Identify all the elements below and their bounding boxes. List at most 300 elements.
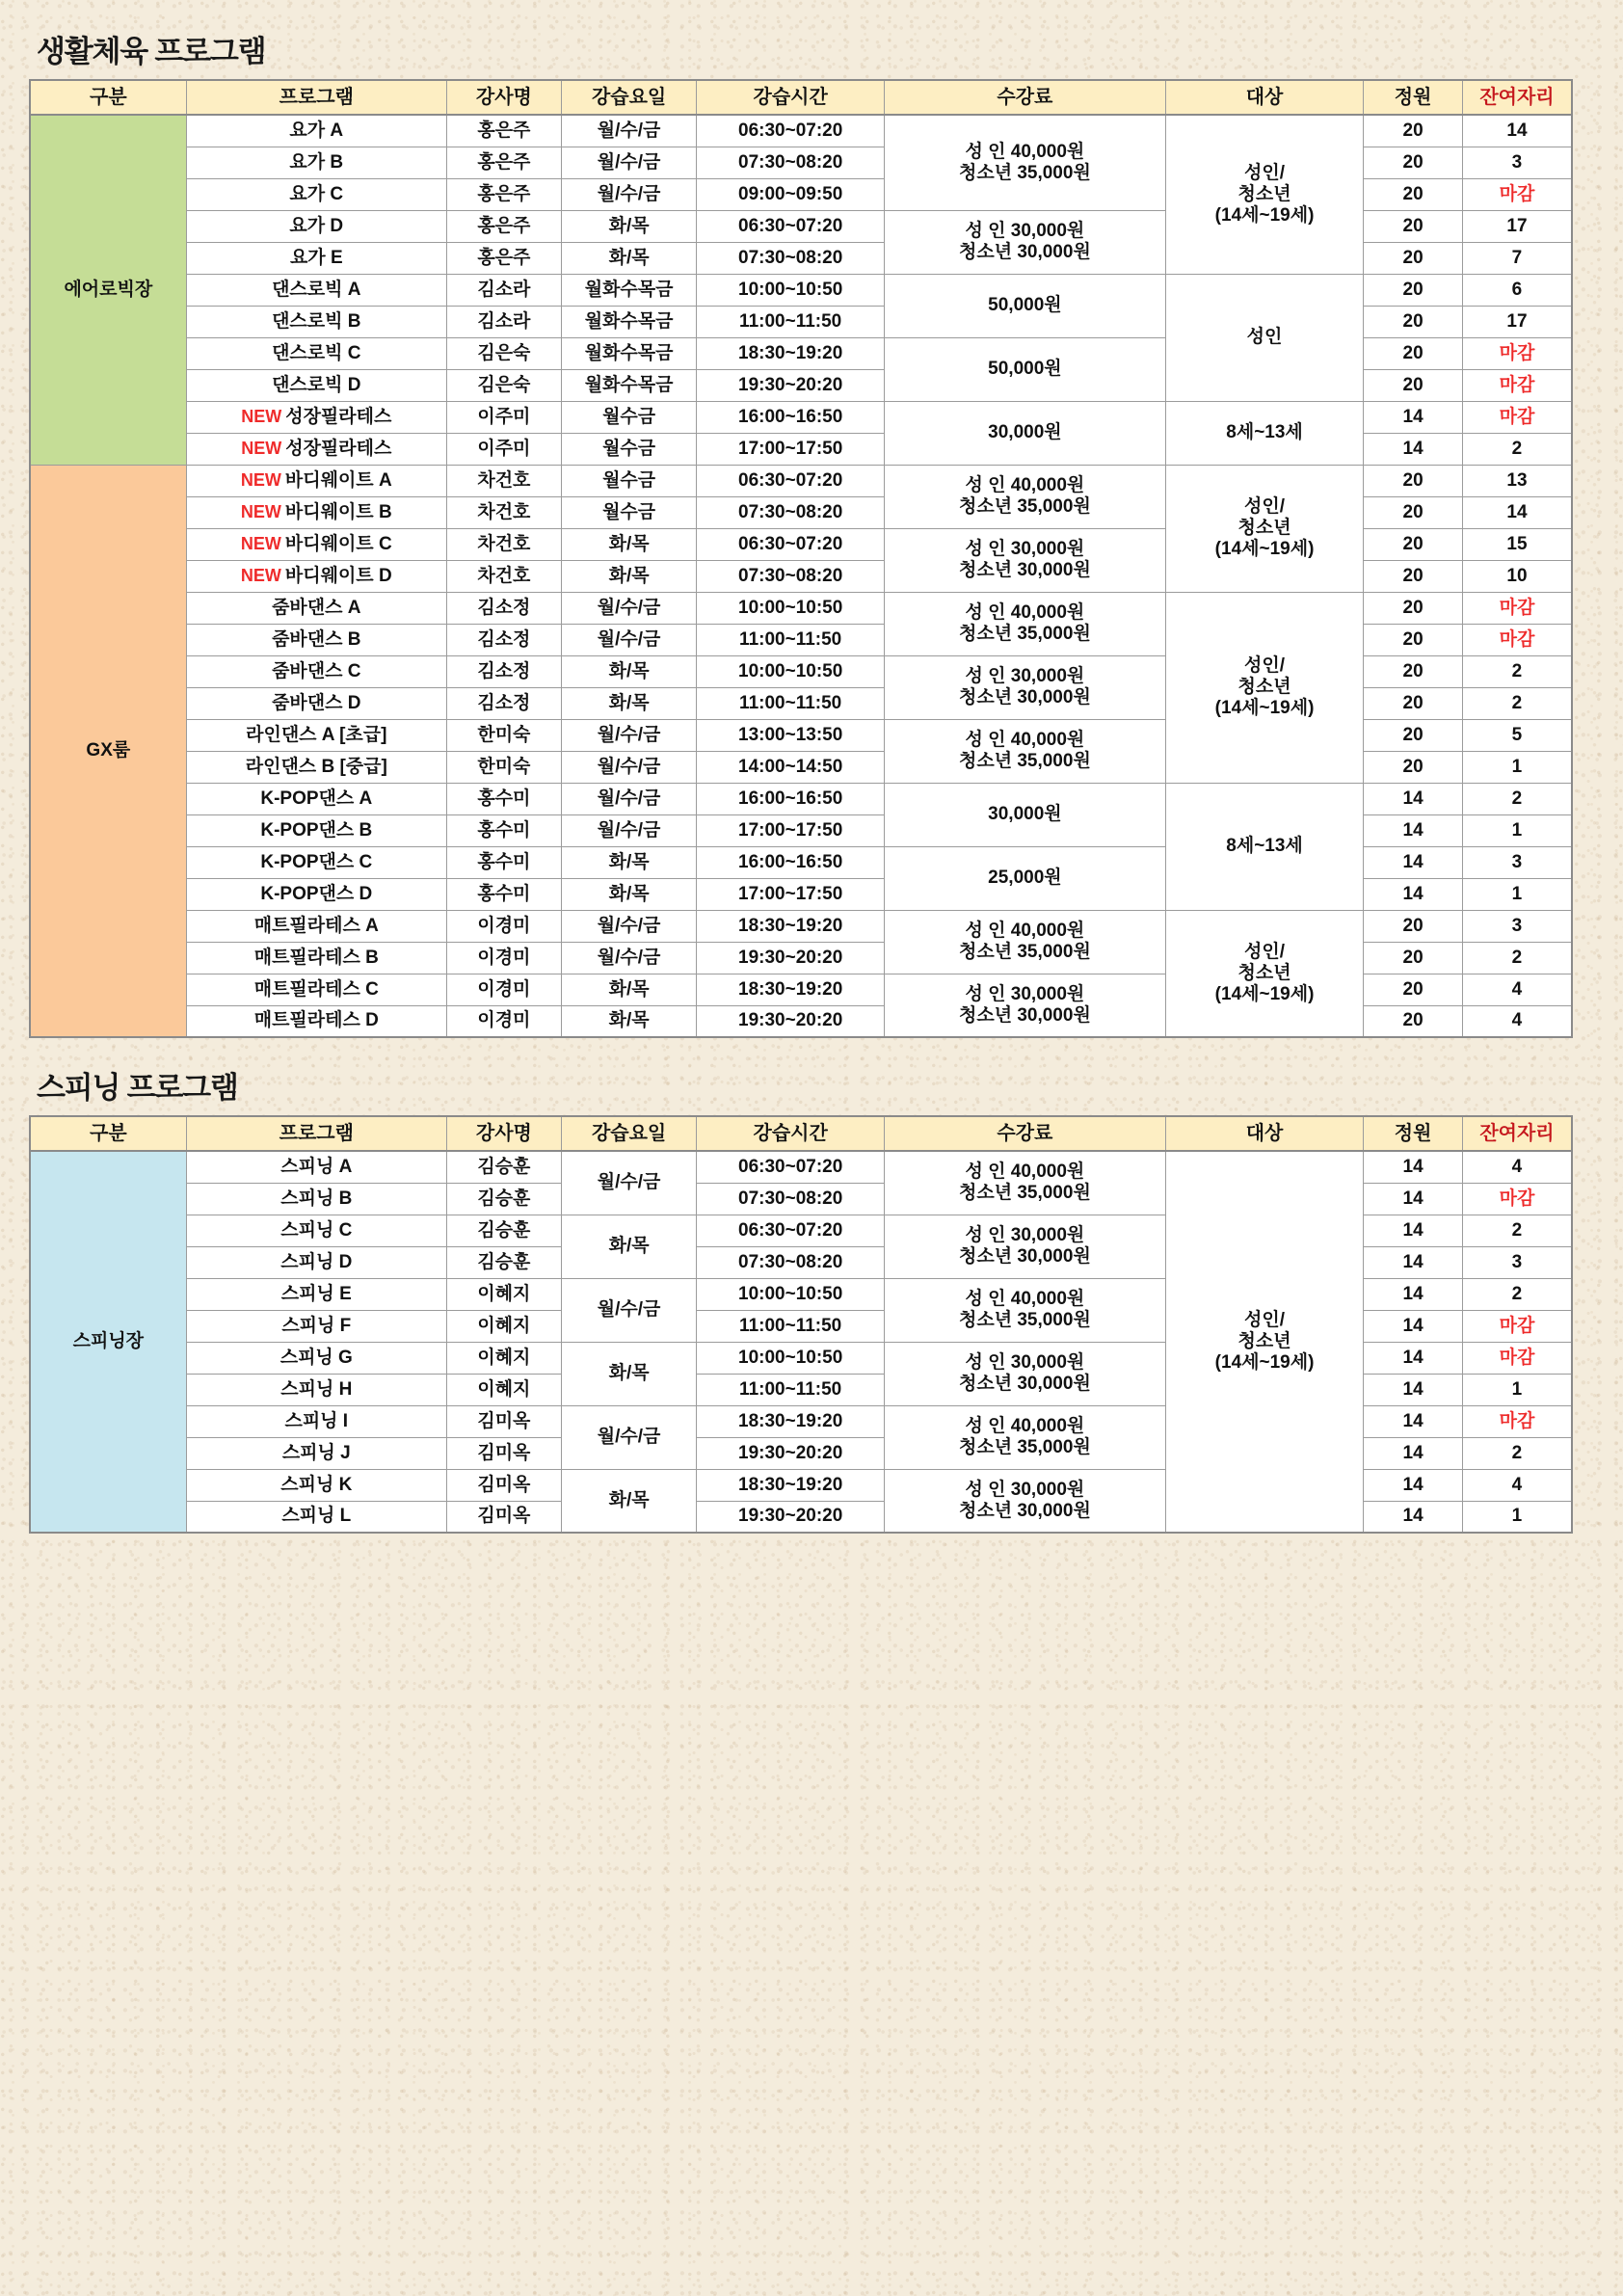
days-cell: 화/목	[561, 242, 697, 274]
program-name-cell: NEW 성장필라테스	[186, 401, 446, 433]
target-audience-cell: 성인/ 청소년 (14세~19세)	[1165, 115, 1363, 274]
program-name-cell: 스피닝 D	[186, 1246, 446, 1278]
days-cell: 월화수목금	[561, 306, 697, 337]
teacher-cell: 김미옥	[446, 1437, 561, 1469]
category-cell: 스피닝장	[30, 1151, 186, 1533]
program-name-cell: 스피닝 A	[186, 1151, 446, 1183]
remaining-cell: 14	[1462, 115, 1572, 147]
capacity-cell: 20	[1364, 624, 1463, 655]
program-name-cell: 라인댄스 B [중급]	[186, 751, 446, 783]
program-name-cell: 스피닝 L	[186, 1501, 446, 1533]
capacity-cell: 14	[1364, 1278, 1463, 1310]
days-cell: 월수금	[561, 496, 697, 528]
fee-cell: 50,000원	[884, 274, 1165, 337]
capacity-cell: 14	[1364, 1215, 1463, 1246]
section-title-life-sports: 생활체육 프로그램	[37, 35, 266, 68]
col-header-remaining: 잔여자리	[1462, 80, 1572, 115]
fee-cell: 성 인 40,000원 청소년 35,000원	[884, 115, 1165, 210]
remaining-cell-full: 마감	[1462, 337, 1572, 369]
capacity-cell: 20	[1364, 687, 1463, 719]
program-name-cell: 줌바댄스 C	[186, 655, 446, 687]
time-cell: 18:30~19:20	[697, 1405, 885, 1437]
time-cell: 10:00~10:50	[697, 1278, 885, 1310]
capacity-cell: 14	[1364, 401, 1463, 433]
capacity-cell: 14	[1364, 878, 1463, 910]
remaining-cell: 4	[1462, 1469, 1572, 1501]
remaining-cell-full: 마감	[1462, 369, 1572, 401]
program-name-cell: 스피닝 G	[186, 1342, 446, 1374]
teacher-cell: 김은숙	[446, 369, 561, 401]
col-header-fee: 수강료	[884, 1116, 1165, 1151]
capacity-cell: 20	[1364, 719, 1463, 751]
fee-cell: 50,000원	[884, 337, 1165, 401]
time-cell: 18:30~19:20	[697, 910, 885, 942]
remaining-cell: 4	[1462, 974, 1572, 1005]
remaining-cell-full: 마감	[1462, 624, 1572, 655]
teacher-cell: 홍은주	[446, 178, 561, 210]
new-badge: NEW	[241, 438, 282, 458]
remaining-cell: 6	[1462, 274, 1572, 306]
fee-cell: 성 인 40,000원 청소년 35,000원	[884, 910, 1165, 974]
category-cell: 에어로빅장	[30, 115, 186, 465]
time-cell: 10:00~10:50	[697, 592, 885, 624]
remaining-cell: 2	[1462, 783, 1572, 814]
days-cell: 화/목	[561, 210, 697, 242]
target-audience-cell: 성인	[1165, 274, 1363, 401]
teacher-cell: 차건호	[446, 528, 561, 560]
teacher-cell: 김승훈	[446, 1215, 561, 1246]
table-row	[30, 115, 1572, 147]
remaining-cell: 2	[1462, 687, 1572, 719]
remaining-cell-full: 마감	[1462, 178, 1572, 210]
teacher-cell: 차건호	[446, 465, 561, 496]
fee-cell: 성 인 30,000원 청소년 30,000원	[884, 1469, 1165, 1533]
teacher-cell: 홍은주	[446, 147, 561, 178]
target-audience-cell: 성인/ 청소년 (14세~19세)	[1165, 465, 1363, 592]
table-row	[30, 910, 1572, 942]
time-cell: 16:00~16:50	[697, 401, 885, 433]
table-row	[30, 401, 1572, 433]
program-name-cell: 댄스로빅 A	[186, 274, 446, 306]
col-header-teacher: 강사명	[446, 80, 561, 115]
time-cell: 07:30~08:20	[697, 560, 885, 592]
time-cell: 17:00~17:50	[697, 814, 885, 846]
remaining-cell: 5	[1462, 719, 1572, 751]
time-cell: 19:30~20:20	[697, 369, 885, 401]
fee-cell: 성 인 40,000원 청소년 35,000원	[884, 465, 1165, 528]
capacity-cell: 20	[1364, 910, 1463, 942]
program-name-cell: 매트필라테스 D	[186, 1005, 446, 1037]
fee-cell: 30,000원	[884, 401, 1165, 465]
capacity-cell: 20	[1364, 465, 1463, 496]
fee-cell: 성 인 40,000원 청소년 35,000원	[884, 1151, 1165, 1215]
teacher-cell: 김소정	[446, 592, 561, 624]
section-title-spinning: 스피닝 프로그램	[37, 1071, 238, 1105]
fee-cell: 성 인 30,000원 청소년 30,000원	[884, 974, 1165, 1037]
program-name-cell: 라인댄스 A [초급]	[186, 719, 446, 751]
col-header-remaining: 잔여자리	[1462, 1116, 1572, 1151]
days-cell: 월/수/금	[561, 1151, 697, 1215]
days-cell: 월/수/금	[561, 624, 697, 655]
capacity-cell: 20	[1364, 655, 1463, 687]
remaining-cell-full: 마감	[1462, 1183, 1572, 1215]
time-cell: 13:00~13:50	[697, 719, 885, 751]
capacity-cell: 20	[1364, 592, 1463, 624]
remaining-cell: 2	[1462, 1215, 1572, 1246]
fee-cell: 성 인 30,000원 청소년 30,000원	[884, 655, 1165, 719]
new-badge: NEW	[240, 533, 281, 553]
capacity-cell: 14	[1364, 1246, 1463, 1278]
time-cell: 11:00~11:50	[697, 306, 885, 337]
program-name-cell: 스피닝 B	[186, 1183, 446, 1215]
col-header-teacher: 강사명	[446, 1116, 561, 1151]
spinning-schedule-table	[29, 1115, 1573, 1534]
col-header-program: 프로그램	[186, 1116, 446, 1151]
teacher-cell: 이혜지	[446, 1374, 561, 1405]
capacity-cell: 20	[1364, 147, 1463, 178]
col-header-target: 대상	[1165, 80, 1363, 115]
time-cell: 07:30~08:20	[697, 147, 885, 178]
remaining-cell: 2	[1462, 1278, 1572, 1310]
capacity-cell: 14	[1364, 1310, 1463, 1342]
remaining-cell: 17	[1462, 210, 1572, 242]
fee-cell: 성 인 40,000원 청소년 35,000원	[884, 1405, 1165, 1469]
remaining-cell: 4	[1462, 1151, 1572, 1183]
program-name-cell: 요가 A	[186, 115, 446, 147]
program-name-cell: 줌바댄스 A	[186, 592, 446, 624]
program-name-cell: K-POP댄스 A	[186, 783, 446, 814]
capacity-cell: 14	[1364, 1342, 1463, 1374]
teacher-cell: 김미옥	[446, 1469, 561, 1501]
teacher-cell: 김소정	[446, 687, 561, 719]
fee-cell: 성 인 40,000원 청소년 35,000원	[884, 1278, 1165, 1342]
teacher-cell: 홍은주	[446, 115, 561, 147]
program-name-cell: 줌바댄스 D	[186, 687, 446, 719]
col-header-program: 프로그램	[186, 80, 446, 115]
program-name-cell: 스피닝 I	[186, 1405, 446, 1437]
target-audience-cell: 성인/ 청소년 (14세~19세)	[1165, 1151, 1363, 1533]
time-cell: 19:30~20:20	[697, 1501, 885, 1533]
time-cell: 17:00~17:50	[697, 878, 885, 910]
days-cell: 월/수/금	[561, 1278, 697, 1342]
days-cell: 화/목	[561, 655, 697, 687]
program-name-cell: NEW 성장필라테스	[186, 433, 446, 465]
time-cell: 10:00~10:50	[697, 274, 885, 306]
days-cell: 월/수/금	[561, 592, 697, 624]
time-cell: 19:30~20:20	[697, 1437, 885, 1469]
col-header-capacity: 정원	[1364, 80, 1463, 115]
program-name-cell: 댄스로빅 C	[186, 337, 446, 369]
days-cell: 화/목	[561, 1469, 697, 1533]
capacity-cell: 14	[1364, 846, 1463, 878]
col-header-time: 강습시간	[697, 80, 885, 115]
days-cell: 월화수목금	[561, 337, 697, 369]
target-audience-cell: 8세~13세	[1165, 783, 1363, 910]
time-cell: 18:30~19:20	[697, 1469, 885, 1501]
capacity-cell: 14	[1364, 1501, 1463, 1533]
capacity-cell: 20	[1364, 528, 1463, 560]
remaining-cell: 1	[1462, 1501, 1572, 1533]
teacher-cell: 이경미	[446, 974, 561, 1005]
remaining-cell: 15	[1462, 528, 1572, 560]
capacity-cell: 14	[1364, 1437, 1463, 1469]
days-cell: 화/목	[561, 846, 697, 878]
remaining-cell: 2	[1462, 942, 1572, 974]
remaining-cell: 1	[1462, 1374, 1572, 1405]
teacher-cell: 차건호	[446, 560, 561, 592]
teacher-cell: 이혜지	[446, 1310, 561, 1342]
time-cell: 14:00~14:50	[697, 751, 885, 783]
days-cell: 화/목	[561, 1005, 697, 1037]
remaining-cell: 3	[1462, 910, 1572, 942]
days-cell: 화/목	[561, 1215, 697, 1278]
teacher-cell: 차건호	[446, 496, 561, 528]
teacher-cell: 이주미	[446, 433, 561, 465]
time-cell: 07:30~08:20	[697, 1183, 885, 1215]
capacity-cell: 14	[1364, 1469, 1463, 1501]
time-cell: 06:30~07:20	[697, 465, 885, 496]
days-cell: 월/수/금	[561, 1405, 697, 1469]
capacity-cell: 20	[1364, 496, 1463, 528]
time-cell: 06:30~07:20	[697, 1215, 885, 1246]
days-cell: 화/목	[561, 974, 697, 1005]
table-row	[30, 274, 1572, 306]
capacity-cell: 20	[1364, 369, 1463, 401]
teacher-cell: 홍은주	[446, 210, 561, 242]
program-name-cell: 매트필라테스 C	[186, 974, 446, 1005]
days-cell: 월/수/금	[561, 719, 697, 751]
header-row	[30, 80, 1572, 115]
table-body	[30, 1151, 1572, 1533]
teacher-cell: 홍수미	[446, 878, 561, 910]
program-name-cell: 줌바댄스 B	[186, 624, 446, 655]
remaining-cell: 4	[1462, 1005, 1572, 1037]
teacher-cell: 김미옥	[446, 1501, 561, 1533]
capacity-cell: 14	[1364, 1151, 1463, 1183]
program-name-cell: 댄스로빅 B	[186, 306, 446, 337]
teacher-cell: 홍수미	[446, 783, 561, 814]
program-name-cell: 매트필라테스 B	[186, 942, 446, 974]
teacher-cell: 이혜지	[446, 1342, 561, 1374]
program-name-cell: K-POP댄스 C	[186, 846, 446, 878]
days-cell: 월/수/금	[561, 147, 697, 178]
program-name-cell: NEW 바디웨이트 C	[186, 528, 446, 560]
fee-cell: 25,000원	[884, 846, 1165, 910]
col-header-days: 강습요일	[561, 80, 697, 115]
time-cell: 18:30~19:20	[697, 337, 885, 369]
table-row	[30, 592, 1572, 624]
remaining-cell: 7	[1462, 242, 1572, 274]
time-cell: 06:30~07:20	[697, 115, 885, 147]
capacity-cell: 14	[1364, 783, 1463, 814]
new-badge: NEW	[240, 469, 281, 490]
capacity-cell: 14	[1364, 1183, 1463, 1215]
capacity-cell: 20	[1364, 306, 1463, 337]
time-cell: 07:30~08:20	[697, 242, 885, 274]
teacher-cell: 김승훈	[446, 1246, 561, 1278]
col-header-category: 구분	[30, 1116, 186, 1151]
col-header-time: 강습시간	[697, 1116, 885, 1151]
remaining-cell-full: 마감	[1462, 592, 1572, 624]
days-cell: 월수금	[561, 401, 697, 433]
time-cell: 07:30~08:20	[697, 1246, 885, 1278]
capacity-cell: 20	[1364, 337, 1463, 369]
program-name-cell: 스피닝 H	[186, 1374, 446, 1405]
teacher-cell: 홍수미	[446, 814, 561, 846]
program-name-cell: 스피닝 K	[186, 1469, 446, 1501]
days-cell: 화/목	[561, 1342, 697, 1405]
category-cell: GX룸	[30, 465, 186, 1037]
remaining-cell: 3	[1462, 846, 1572, 878]
program-name-cell: NEW 바디웨이트 D	[186, 560, 446, 592]
fee-cell: 성 인 30,000원 청소년 30,000원	[884, 1215, 1165, 1278]
days-cell: 월/수/금	[561, 178, 697, 210]
time-cell: 17:00~17:50	[697, 433, 885, 465]
remaining-cell-full: 마감	[1462, 1405, 1572, 1437]
teacher-cell: 김소라	[446, 306, 561, 337]
program-name-cell: 요가 C	[186, 178, 446, 210]
teacher-cell: 홍수미	[446, 846, 561, 878]
new-badge: NEW	[240, 565, 281, 585]
time-cell: 11:00~11:50	[697, 624, 885, 655]
time-cell: 10:00~10:50	[697, 655, 885, 687]
capacity-cell: 14	[1364, 433, 1463, 465]
new-badge: NEW	[241, 406, 282, 426]
teacher-cell: 한미숙	[446, 719, 561, 751]
remaining-cell: 1	[1462, 751, 1572, 783]
table-body	[30, 115, 1572, 1037]
time-cell: 16:00~16:50	[697, 783, 885, 814]
time-cell: 06:30~07:20	[697, 210, 885, 242]
target-audience-cell: 8세~13세	[1165, 401, 1363, 465]
capacity-cell: 20	[1364, 751, 1463, 783]
remaining-cell: 17	[1462, 306, 1572, 337]
remaining-cell-full: 마감	[1462, 401, 1572, 433]
capacity-cell: 20	[1364, 178, 1463, 210]
days-cell: 월/수/금	[561, 751, 697, 783]
capacity-cell: 20	[1364, 210, 1463, 242]
teacher-cell: 김소정	[446, 624, 561, 655]
remaining-cell: 2	[1462, 1437, 1572, 1469]
remaining-cell: 2	[1462, 433, 1572, 465]
days-cell: 월/수/금	[561, 115, 697, 147]
time-cell: 09:00~09:50	[697, 178, 885, 210]
teacher-cell: 이주미	[446, 401, 561, 433]
days-cell: 화/목	[561, 560, 697, 592]
capacity-cell: 14	[1364, 1374, 1463, 1405]
teacher-cell: 이경미	[446, 910, 561, 942]
program-name-cell: 댄스로빅 D	[186, 369, 446, 401]
col-header-category: 구분	[30, 80, 186, 115]
days-cell: 월/수/금	[561, 910, 697, 942]
table-row	[30, 1151, 1572, 1183]
remaining-cell: 14	[1462, 496, 1572, 528]
program-name-cell: 스피닝 F	[186, 1310, 446, 1342]
teacher-cell: 김승훈	[446, 1151, 561, 1183]
remaining-cell: 13	[1462, 465, 1572, 496]
program-name-cell: 스피닝 C	[186, 1215, 446, 1246]
fee-cell: 성 인 40,000원 청소년 35,000원	[884, 719, 1165, 783]
teacher-cell: 김미옥	[446, 1405, 561, 1437]
fee-cell: 성 인 40,000원 청소년 35,000원	[884, 592, 1165, 655]
capacity-cell: 20	[1364, 115, 1463, 147]
new-badge: NEW	[240, 501, 281, 521]
days-cell: 화/목	[561, 878, 697, 910]
remaining-cell-full: 마감	[1462, 1310, 1572, 1342]
days-cell: 월/수/금	[561, 783, 697, 814]
header-row	[30, 1116, 1572, 1151]
capacity-cell: 14	[1364, 1405, 1463, 1437]
remaining-cell: 1	[1462, 814, 1572, 846]
capacity-cell: 20	[1364, 242, 1463, 274]
days-cell: 월수금	[561, 433, 697, 465]
col-header-days: 강습요일	[561, 1116, 697, 1151]
capacity-cell: 20	[1364, 274, 1463, 306]
fee-cell: 성 인 30,000원 청소년 30,000원	[884, 1342, 1165, 1405]
teacher-cell: 이경미	[446, 942, 561, 974]
days-cell: 월/수/금	[561, 814, 697, 846]
teacher-cell: 한미숙	[446, 751, 561, 783]
program-name-cell: 스피닝 J	[186, 1437, 446, 1469]
life-sports-schedule-table	[29, 79, 1573, 1038]
fee-cell: 성 인 30,000원 청소년 30,000원	[884, 528, 1165, 592]
days-cell: 월/수/금	[561, 942, 697, 974]
program-name-cell: 요가 B	[186, 147, 446, 178]
teacher-cell: 김은숙	[446, 337, 561, 369]
col-header-target: 대상	[1165, 1116, 1363, 1151]
time-cell: 07:30~08:20	[697, 496, 885, 528]
table-header	[30, 1116, 1572, 1151]
target-audience-cell: 성인/ 청소년 (14세~19세)	[1165, 910, 1363, 1037]
program-name-cell: 매트필라테스 A	[186, 910, 446, 942]
program-name-cell: K-POP댄스 D	[186, 878, 446, 910]
time-cell: 19:30~20:20	[697, 942, 885, 974]
time-cell: 11:00~11:50	[697, 1374, 885, 1405]
days-cell: 월화수목금	[561, 369, 697, 401]
program-name-cell: NEW 바디웨이트 B	[186, 496, 446, 528]
days-cell: 화/목	[561, 528, 697, 560]
program-name-cell: 요가 D	[186, 210, 446, 242]
remaining-cell: 3	[1462, 147, 1572, 178]
capacity-cell: 20	[1364, 1005, 1463, 1037]
col-header-capacity: 정원	[1364, 1116, 1463, 1151]
program-name-cell: K-POP댄스 B	[186, 814, 446, 846]
table-header	[30, 80, 1572, 115]
remaining-cell: 1	[1462, 878, 1572, 910]
remaining-cell: 3	[1462, 1246, 1572, 1278]
time-cell: 10:00~10:50	[697, 1342, 885, 1374]
program-name-cell: 스피닝 E	[186, 1278, 446, 1310]
time-cell: 06:30~07:20	[697, 1151, 885, 1183]
time-cell: 11:00~11:50	[697, 687, 885, 719]
capacity-cell: 20	[1364, 974, 1463, 1005]
days-cell: 월화수목금	[561, 274, 697, 306]
teacher-cell: 홍은주	[446, 242, 561, 274]
time-cell: 11:00~11:50	[697, 1310, 885, 1342]
col-header-fee: 수강료	[884, 80, 1165, 115]
table-row	[30, 465, 1572, 496]
program-name-cell: NEW 바디웨이트 A	[186, 465, 446, 496]
capacity-cell: 14	[1364, 814, 1463, 846]
fee-cell: 성 인 30,000원 청소년 30,000원	[884, 210, 1165, 274]
teacher-cell: 김승훈	[446, 1183, 561, 1215]
time-cell: 16:00~16:50	[697, 846, 885, 878]
remaining-cell: 2	[1462, 655, 1572, 687]
time-cell: 19:30~20:20	[697, 1005, 885, 1037]
time-cell: 06:30~07:20	[697, 528, 885, 560]
fee-cell: 30,000원	[884, 783, 1165, 846]
remaining-cell: 10	[1462, 560, 1572, 592]
